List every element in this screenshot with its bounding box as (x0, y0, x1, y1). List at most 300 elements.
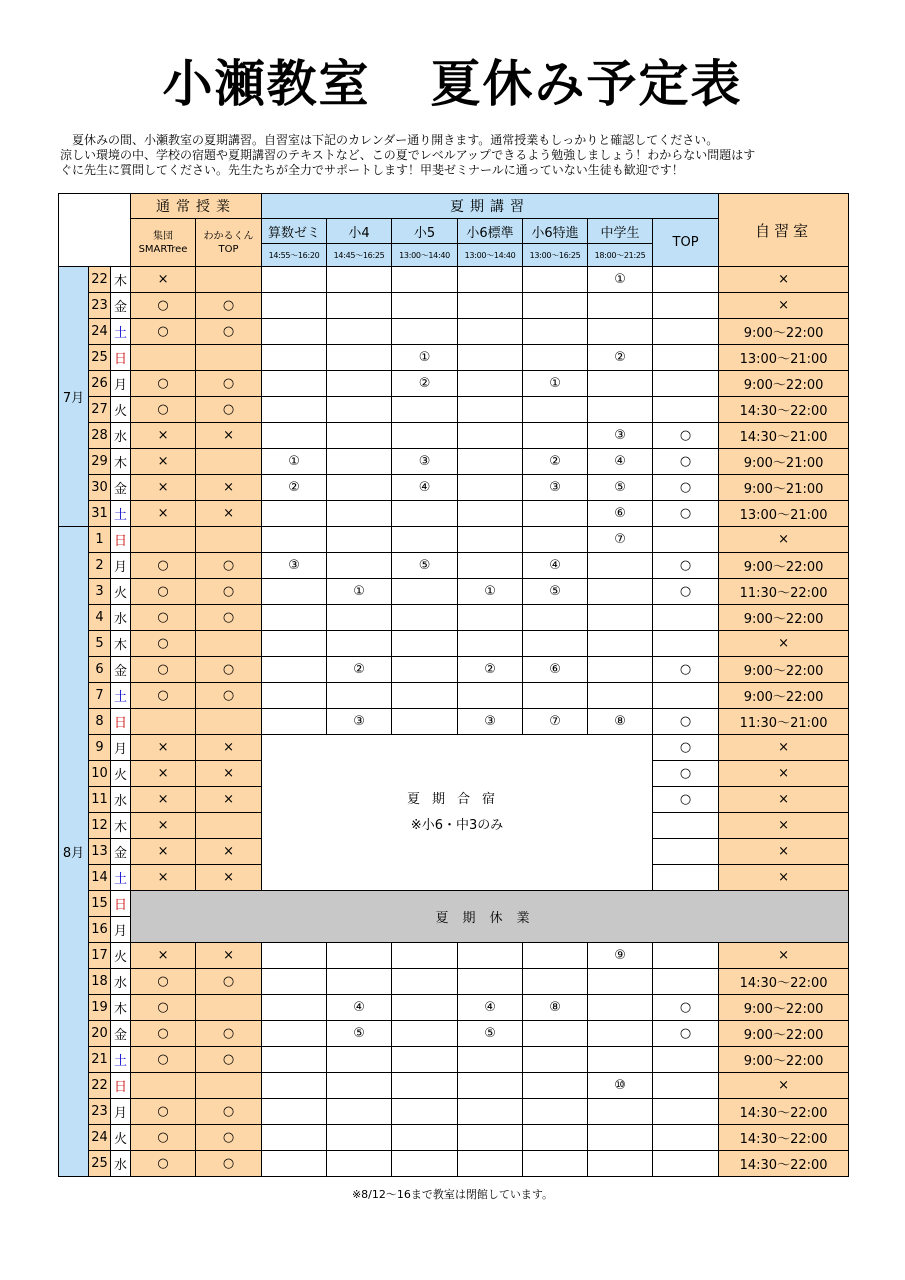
schedule-cell: ○ (653, 657, 719, 683)
schedule-cell: ③ (523, 475, 588, 501)
schedule-cell: ○ (196, 397, 262, 423)
day-number: 23 (89, 293, 111, 319)
schedule-cell (327, 943, 392, 969)
schedule-cell (458, 1125, 523, 1151)
table-row (59, 1073, 849, 1099)
schedule-cell (327, 605, 392, 631)
schedule-cell (327, 423, 392, 449)
weekday: 月 (111, 553, 131, 579)
schedule-cell: ⑧ (588, 709, 653, 735)
day-number: 25 (89, 1151, 111, 1177)
schedule-cell (588, 1125, 653, 1151)
table-row (59, 943, 849, 969)
schedule-cell (523, 293, 588, 319)
study-room-hours: × (719, 527, 849, 553)
day-number: 26 (89, 371, 111, 397)
schedule-cell (458, 267, 523, 293)
schedule-cell (458, 943, 523, 969)
schedule-cell: ○ (196, 553, 262, 579)
schedule-cell: ⑦ (523, 709, 588, 735)
col-line: TOP (218, 243, 239, 255)
schedule-cell (262, 579, 327, 605)
schedule-cell: ○ (653, 501, 719, 527)
day-number: 9 (89, 735, 111, 761)
schedule-cell: ② (262, 475, 327, 501)
time-grade6-advanced: 13:00～16:25 (523, 244, 588, 267)
schedule-cell: ① (588, 267, 653, 293)
schedule-cell: ⑤ (392, 553, 458, 579)
summer-camp-block (262, 735, 653, 891)
schedule-cell (523, 1073, 588, 1099)
day-number: 19 (89, 995, 111, 1021)
schedule-cell (196, 813, 262, 839)
table-row (59, 631, 849, 657)
schedule-cell (327, 501, 392, 527)
schedule-cell (327, 553, 392, 579)
schedule-cell (588, 579, 653, 605)
weekday: 土 (111, 1047, 131, 1073)
weekday: 月 (111, 917, 131, 943)
schedule-cell: ○ (653, 995, 719, 1021)
schedule-cell: × (196, 787, 262, 813)
day-number: 27 (89, 397, 111, 423)
schedule-cell: ○ (196, 293, 262, 319)
study-room-hours: 9:00～22:00 (719, 657, 849, 683)
day-number: 16 (89, 917, 111, 943)
day-number: 1 (89, 527, 111, 553)
schedule-cell (262, 1125, 327, 1151)
weekday: 金 (111, 1021, 131, 1047)
schedule-cell (262, 605, 327, 631)
col-group-smartree (131, 219, 196, 267)
weekday: 金 (111, 293, 131, 319)
schedule-cell: × (196, 423, 262, 449)
study-room-hours: 9:00～21:00 (719, 475, 849, 501)
schedule-cell: ○ (196, 969, 262, 995)
schedule-cell (588, 397, 653, 423)
schedule-cell: × (196, 839, 262, 865)
schedule-cell (653, 631, 719, 657)
schedule-cell (392, 1047, 458, 1073)
schedule-cell: ○ (196, 1047, 262, 1073)
weekday: 土 (111, 683, 131, 709)
schedule-cell: ○ (196, 683, 262, 709)
schedule-cell (653, 865, 719, 891)
schedule-cell (392, 1099, 458, 1125)
table-row (59, 475, 849, 501)
study-room-hours: 9:00～22:00 (719, 605, 849, 631)
schedule-cell (131, 709, 196, 735)
corner-cell (59, 194, 131, 267)
schedule-cell (588, 371, 653, 397)
day-number: 22 (89, 1073, 111, 1099)
col-grade6-standard: 小6標準 (458, 219, 523, 244)
schedule-cell (588, 319, 653, 345)
schedule-cell: × (131, 787, 196, 813)
schedule-cell (458, 1073, 523, 1099)
schedule-cell (523, 631, 588, 657)
schedule-cell: ○ (196, 579, 262, 605)
schedule-cell: × (196, 761, 262, 787)
schedule-cell (653, 267, 719, 293)
schedule-cell: ○ (653, 709, 719, 735)
schedule-cell: ○ (131, 553, 196, 579)
schedule-cell (458, 1047, 523, 1073)
weekday: 木 (111, 813, 131, 839)
schedule-cell: ○ (196, 657, 262, 683)
schedule-cell (458, 345, 523, 371)
study-room-hours: × (719, 735, 849, 761)
schedule-cell: ○ (131, 579, 196, 605)
schedule-cell (392, 657, 458, 683)
schedule-cell: × (131, 501, 196, 527)
title-classroom: 小瀬教室 (162, 55, 371, 113)
weekday: 月 (111, 735, 131, 761)
schedule-cell: ⑥ (523, 657, 588, 683)
schedule-cell (327, 371, 392, 397)
schedule-cell (392, 1021, 458, 1047)
schedule-cell: ○ (131, 995, 196, 1021)
schedule-cell (262, 1151, 327, 1177)
weekday: 水 (111, 423, 131, 449)
day-number: 2 (89, 553, 111, 579)
schedule-cell (653, 1047, 719, 1073)
summer-closure-block: 夏期休業 (131, 891, 849, 943)
weekday: 木 (111, 995, 131, 1021)
schedule-cell (262, 995, 327, 1021)
schedule-cell (458, 319, 523, 345)
day-number: 7 (89, 683, 111, 709)
schedule-cell: ③ (392, 449, 458, 475)
schedule-cell (588, 631, 653, 657)
study-room-hours: 9:00～22:00 (719, 995, 849, 1021)
schedule-cell: ① (392, 345, 458, 371)
schedule-cell: × (131, 423, 196, 449)
schedule-cell (458, 475, 523, 501)
study-room-hours: 14:30～22:00 (719, 969, 849, 995)
schedule-cell (653, 943, 719, 969)
schedule-cell (458, 969, 523, 995)
schedule-cell (653, 969, 719, 995)
schedule-cell: ○ (196, 605, 262, 631)
schedule-cell (327, 267, 392, 293)
schedule-cell: ○ (196, 319, 262, 345)
schedule-cell: ○ (653, 553, 719, 579)
summer-course-header: 夏期講習 (262, 194, 719, 219)
schedule-cell: ○ (653, 787, 719, 813)
schedule-cell: ○ (196, 371, 262, 397)
schedule-cell (653, 1151, 719, 1177)
schedule-cell (262, 1073, 327, 1099)
schedule-cell (523, 683, 588, 709)
schedule-cell (262, 1021, 327, 1047)
schedule-cell: ③ (262, 553, 327, 579)
weekday: 月 (111, 1099, 131, 1125)
schedule-cell: ⑧ (523, 995, 588, 1021)
schedule-cell (131, 1073, 196, 1099)
schedule-cell (523, 527, 588, 553)
schedule-cell (392, 501, 458, 527)
schedule-cell (653, 683, 719, 709)
schedule-cell: ③ (458, 709, 523, 735)
schedule-cell: ③ (327, 709, 392, 735)
schedule-cell: ② (458, 657, 523, 683)
study-room-hours: 13:00～21:00 (719, 501, 849, 527)
schedule-cell (262, 501, 327, 527)
study-room-hours: 14:30～22:00 (719, 397, 849, 423)
schedule-cell (327, 449, 392, 475)
schedule-cell (262, 943, 327, 969)
weekday: 火 (111, 397, 131, 423)
schedule-cell (458, 423, 523, 449)
schedule-cell: ○ (653, 735, 719, 761)
weekday: 土 (111, 865, 131, 891)
day-number: 15 (89, 891, 111, 917)
schedule-cell (262, 293, 327, 319)
schedule-cell (588, 605, 653, 631)
schedule-cell: ○ (131, 1099, 196, 1125)
month-label-july: 7月 (59, 267, 89, 527)
table-row (59, 735, 849, 761)
schedule-cell (458, 397, 523, 423)
schedule-cell (588, 1099, 653, 1125)
col-junior-high: 中学生 (588, 219, 653, 244)
schedule-cell: ⑦ (588, 527, 653, 553)
weekday: 火 (111, 579, 131, 605)
table-row (59, 579, 849, 605)
schedule-cell: ○ (131, 319, 196, 345)
schedule-cell (131, 345, 196, 371)
summer-camp-note: ※小6・中3のみ (410, 817, 504, 833)
study-room-hours: × (719, 293, 849, 319)
schedule-cell: ③ (588, 423, 653, 449)
col-line: SMARTree (138, 243, 188, 255)
weekday: 水 (111, 969, 131, 995)
schedule-cell (392, 709, 458, 735)
schedule-cell (458, 1151, 523, 1177)
schedule-cell (458, 1099, 523, 1125)
schedule-cell: × (196, 475, 262, 501)
schedule-cell (196, 709, 262, 735)
weekday: 日 (111, 527, 131, 553)
schedule-cell: ② (327, 657, 392, 683)
day-number: 14 (89, 865, 111, 891)
schedule-cell: ⑤ (588, 475, 653, 501)
schedule-cell: ○ (653, 761, 719, 787)
title-schedule: 夏休み予定表 (430, 55, 743, 113)
weekday: 水 (111, 605, 131, 631)
col-math-seminar: 算数ゼミ (262, 219, 327, 244)
weekday: 日 (111, 1073, 131, 1099)
schedule-cell (523, 423, 588, 449)
schedule-cell (392, 397, 458, 423)
schedule-cell (523, 1125, 588, 1151)
day-number: 22 (89, 267, 111, 293)
schedule-cell (392, 605, 458, 631)
weekday: 金 (111, 475, 131, 501)
schedule-cell (523, 1099, 588, 1125)
schedule-cell (262, 969, 327, 995)
schedule-cell (523, 1151, 588, 1177)
intro-text (60, 133, 850, 178)
study-room-hours: × (719, 267, 849, 293)
weekday: 木 (111, 449, 131, 475)
weekday: 日 (111, 345, 131, 371)
schedule-cell (523, 345, 588, 371)
weekday: 火 (111, 1125, 131, 1151)
schedule-cell (458, 553, 523, 579)
study-room-hours: 9:00～22:00 (719, 319, 849, 345)
schedule-cell (653, 371, 719, 397)
schedule-cell: ○ (131, 371, 196, 397)
study-room-header: 自習室 (719, 194, 849, 267)
table-row (59, 969, 849, 995)
schedule-cell: ○ (131, 293, 196, 319)
col-top: TOP (653, 219, 719, 267)
schedule-cell: × (196, 865, 262, 891)
weekday: 木 (111, 631, 131, 657)
schedule-cell: ④ (392, 475, 458, 501)
weekday: 木 (111, 267, 131, 293)
table-row (59, 345, 849, 371)
schedule-cell (523, 605, 588, 631)
month-label-august: 8月 (59, 527, 89, 1177)
table-row (59, 1047, 849, 1073)
schedule-cell: × (196, 501, 262, 527)
footnote: ※8/12～16まで教室は閉館しています。 (351, 1188, 554, 1201)
time-math-seminar: 14:55～16:20 (262, 244, 327, 267)
col-line: わかるくん (203, 230, 254, 242)
schedule-cell: ④ (523, 553, 588, 579)
schedule-cell: × (131, 839, 196, 865)
schedule-cell (392, 1073, 458, 1099)
schedule-cell (196, 449, 262, 475)
table-row (59, 371, 849, 397)
schedule-cell (523, 969, 588, 995)
study-room-hours: × (719, 943, 849, 969)
schedule-cell: ① (327, 579, 392, 605)
schedule-cell (196, 527, 262, 553)
day-number: 23 (89, 1099, 111, 1125)
schedule-cell (327, 345, 392, 371)
schedule-cell: ① (262, 449, 327, 475)
schedule-cell (262, 267, 327, 293)
study-room-hours: 14:30～22:00 (719, 1151, 849, 1177)
schedule-cell: ○ (196, 1099, 262, 1125)
schedule-cell (523, 501, 588, 527)
schedule-cell: ⑥ (588, 501, 653, 527)
study-room-hours: 9:00～21:00 (719, 449, 849, 475)
schedule-cell (458, 605, 523, 631)
schedule-cell: ○ (653, 423, 719, 449)
schedule-cell (458, 449, 523, 475)
schedule-cell (262, 345, 327, 371)
schedule-cell: ○ (131, 969, 196, 995)
schedule-cell: × (196, 735, 262, 761)
schedule-cell (262, 683, 327, 709)
schedule-cell (458, 293, 523, 319)
schedule-cell (262, 657, 327, 683)
schedule-cell: ② (588, 345, 653, 371)
schedule-cell (588, 1151, 653, 1177)
schedule-cell (653, 293, 719, 319)
schedule-cell: × (131, 475, 196, 501)
schedule-cell: × (131, 735, 196, 761)
schedule-cell (588, 1047, 653, 1073)
study-room-hours: 9:00～22:00 (719, 371, 849, 397)
schedule-cell (653, 1099, 719, 1125)
schedule-cell (327, 1047, 392, 1073)
schedule-cell (588, 969, 653, 995)
table-row (59, 423, 849, 449)
col-grade6-advanced: 小6特進 (523, 219, 588, 244)
day-number: 13 (89, 839, 111, 865)
schedule-cell (327, 293, 392, 319)
study-room-hours: × (719, 761, 849, 787)
day-number: 6 (89, 657, 111, 683)
schedule-cell (653, 319, 719, 345)
study-room-hours: 9:00～22:00 (719, 1047, 849, 1073)
schedule-cell: ① (458, 579, 523, 605)
table-row (59, 527, 849, 553)
study-room-hours: × (719, 865, 849, 891)
schedule-cell (588, 683, 653, 709)
schedule-cell: × (131, 449, 196, 475)
day-number: 24 (89, 319, 111, 345)
schedule-cell (327, 1151, 392, 1177)
schedule-cell: × (131, 761, 196, 787)
col-grade4: 小4 (327, 219, 392, 244)
table-row (59, 1151, 849, 1177)
table-row (59, 1021, 849, 1047)
schedule-cell (588, 1021, 653, 1047)
schedule-cell (458, 631, 523, 657)
schedule-cell: ○ (131, 1125, 196, 1151)
schedule-cell (327, 683, 392, 709)
table-row (59, 683, 849, 709)
schedule-cell (392, 267, 458, 293)
schedule-cell (588, 293, 653, 319)
table-row (59, 709, 849, 735)
schedule-cell (653, 1125, 719, 1151)
schedule-cell (392, 943, 458, 969)
schedule-cell: ○ (653, 475, 719, 501)
schedule-cell (327, 1073, 392, 1099)
day-number: 24 (89, 1125, 111, 1151)
col-line: 集団 (153, 230, 174, 242)
weekday: 火 (111, 943, 131, 969)
schedule-cell (392, 579, 458, 605)
study-room-hours: × (719, 787, 849, 813)
schedule-cell (653, 1073, 719, 1099)
schedule-cell (327, 397, 392, 423)
schedule-cell: ○ (653, 449, 719, 475)
table-row (59, 501, 849, 527)
schedule-cell: ○ (131, 631, 196, 657)
study-room-hours: × (719, 1073, 849, 1099)
schedule-cell: ⑤ (327, 1021, 392, 1047)
day-number: 31 (89, 501, 111, 527)
time-grade5: 13:00～14:40 (392, 244, 458, 267)
schedule-cell: ⑨ (588, 943, 653, 969)
table-row (59, 1099, 849, 1125)
schedule-cell (653, 813, 719, 839)
time-junior-high: 18:00～21:25 (588, 244, 653, 267)
day-number: 5 (89, 631, 111, 657)
schedule-cell: ○ (131, 605, 196, 631)
schedule-cell (196, 345, 262, 371)
table-row (59, 605, 849, 631)
